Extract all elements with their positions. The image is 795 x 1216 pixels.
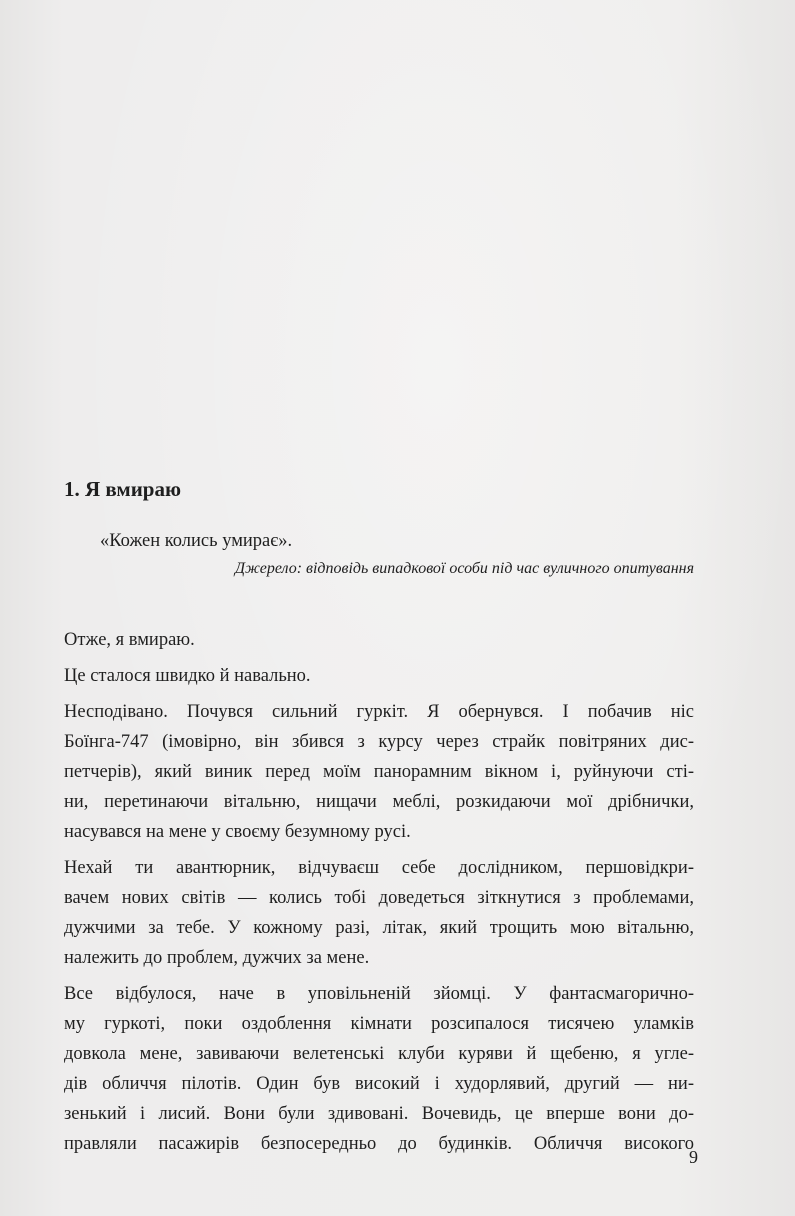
text-line: правляли пасажирів безпосередньо до будинків. Обличчя високого [64,1134,694,1154]
paragraph [64,625,694,655]
text-line: належить до проблем, дужчих за мене. [64,948,370,968]
text-line: Це сталося швидко й навально. [64,666,311,686]
paragraph [64,697,694,847]
epigraph [64,527,694,583]
epigraph-source: Джерело: відповідь випадкової особи під час вуличного опитування [234,560,694,577]
paragraph [64,853,694,973]
text-line: дужчими за тебе. У кожному разі, літак, який трощить мою вітальню, [64,918,694,938]
text-line: Боїнга-747 (імовірно, він збився з курсу через страйк повітряних дис- [64,732,694,752]
paragraph [64,661,694,691]
chapter-body [64,625,694,1165]
page-number: 9 [689,1147,698,1167]
text-line: зенький і лисий. Вони були здивовані. Вочевидь, це вперше вони до- [64,1104,694,1124]
text-line: довкола мене, завиваючи велетенські клуби куряви й щебеню, я угле- [64,1044,694,1064]
text-line: Все відбулося, наче в уповільненій зйомці. У фантасмагорично- [64,984,694,1004]
chapter-title: 1. Я вмираю [64,477,182,501]
text-line: насувався на мене у своєму безумному русі. [64,822,411,842]
text-line: Несподівано. Почувся сильний гуркіт. Я обернувся. І побачив ніс [64,702,694,722]
text-line: дів обличчя пілотів. Один був високий і худорлявий, другий — ни- [64,1074,694,1094]
text-line: ни, перетинаючи вітальню, нищачи меблі, розкидаючи мої дрібнички, [64,792,694,812]
text-line: вачем нових світів — колись тобі доведеться зіткнутися з проблемами, [64,888,694,908]
paragraph [64,979,694,1159]
text-line: му гуркоті, поки оздоблення кімнати розсипалося тисячею уламків [64,1014,694,1034]
text-line: петчерів), який виник перед моїм панорамним вікном і, руйнуючи сті- [64,762,694,782]
text-line: Отже, я вмираю. [64,630,195,650]
text-line: Нехай ти авантюрник, відчуваєш себе дослідником, першовідкри- [64,858,694,878]
epigraph-quote: «Кожен колись умирає». [100,531,293,551]
